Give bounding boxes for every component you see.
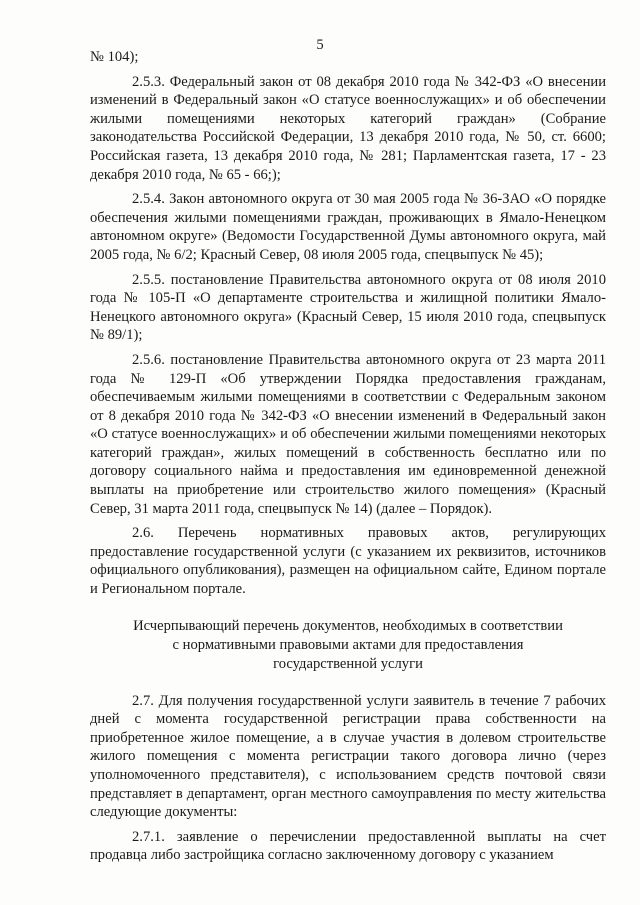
- paragraph-2-5-5: 2.5.5. постановление Правительства автономного округа от 08 июля 2010 года № 105-П «О департаменте строительства и жилищной политики Ямало-Ненецкого автономного округа» (Красный Север, 15 июля 2010 года, спецвыпуск № 89/1);: [90, 271, 606, 344]
- paragraph-2-7: 2.7. Для получения государственной услуги заявитель в течение 7 рабочих дней с момента государственной регистрации права собственности на приобретенное жилое помещение, а в случае участия в долевом строительстве жилого помещения с момента регистрации такого договора лично (через уполномоченного представителя), с использованием средств почтовой связи представляет в департамент, орган местного самоуправления по месту жительства следующие документы:: [90, 692, 606, 821]
- heading-line-1: Исчерпывающий перечень документов, необходимых в соответствии: [133, 617, 563, 634]
- paragraph-continuation: № 104);: [90, 49, 139, 65]
- document-body: [90, 48, 606, 871]
- paragraph-2-5-6: 2.5.6. постановление Правительства автономного округа от 23 марта 2011 года № 129-П «Об утверждении Порядка предоставления гражданам, обеспечиваемым жилыми помещениями в соответствии с Федеральным законом от 8 декабря 2010 года № 342-ФЗ «О внесении изменений в Федеральный закон «О статусе военнослужащих» и об обеспечении жилыми помещениями некоторых категорий граждан», жилых помещений в собственность бесплатно или по договору социального найма и предоставления им единовременной денежной выплаты на приобретение или строительство жилого помещения» (Красный Север, 31 марта 2011 года, спецвыпуск № 14) (далее – Порядок).: [90, 351, 606, 517]
- paragraph-2-6: 2.6. Перечень нормативных правовых актов, регулирующих предоставление государственной услуги (с указанием их реквизитов, источников официального опубликования), размещен на официальном сайте, Едином портале и Региональном портале.: [90, 525, 606, 598]
- page-number: 5: [316, 37, 324, 53]
- paragraph-2-5-4: 2.5.4. Закон автономного округа от 30 мая 2005 года № 36-ЗАО «О порядке обеспечения жилыми помещениями граждан, проживающих в Ямало-Ненецком автономном округе» (Ведомости Государственной Думы автономного округа, май 2005 года, № 6/2; Красный Север, 08 июля 2005 года, спецвыпуск № 45);: [90, 191, 606, 263]
- section-heading: [90, 617, 606, 674]
- heading-line-2: с нормативными правовыми актами для предоставления: [172, 636, 524, 653]
- paragraph-2-5-3: 2.5.3. Федеральный закон от 08 декабря 2010 года № 342-ФЗ «О внесении изменений в Федеральный закон «О статусе военнослужащих» и об обеспечении жилыми помещениями некоторых категорий граждан» (Собрание законодательства Российской Федерации, 13 декабря 2010 года, № 50, ст. 6600; Российская газета, 13 декабря 2010 года, № 281; Парламентская газета, 17 - 23 декабря 2010 года, № 65 - 66;);: [90, 73, 606, 183]
- heading-line-3: государственной услуги: [273, 655, 423, 672]
- paragraph-2-7-1: 2.7.1. заявление о перечислении предоставленной выплаты на счет продавца либо застройщика согласно заключенному договору с указанием: [90, 828, 606, 864]
